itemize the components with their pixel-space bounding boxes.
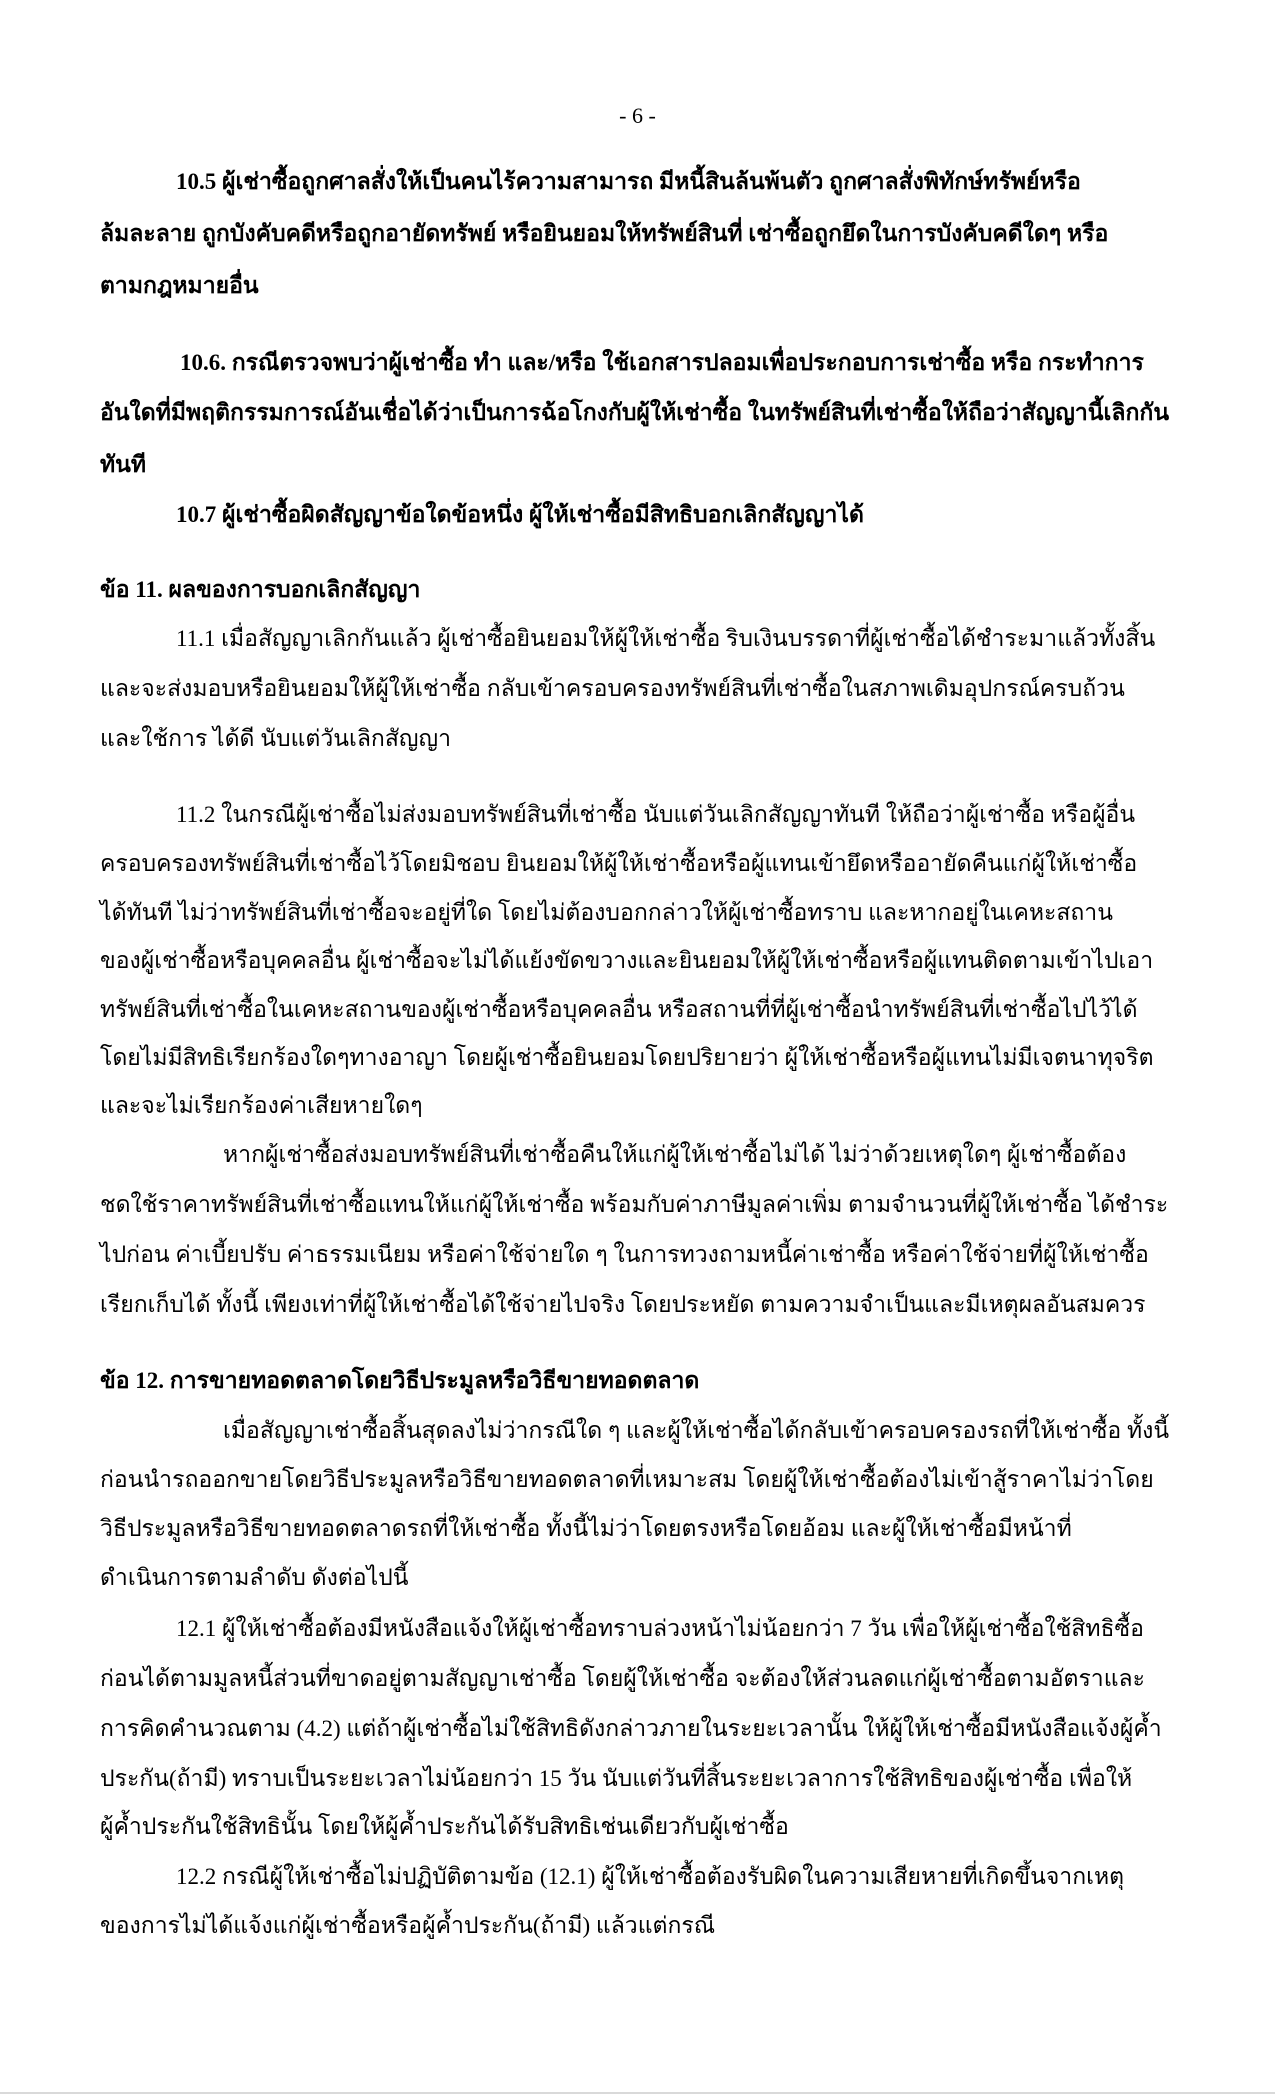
clause-11-2-line-7: และจะไม่เรียกร้องค่าเสียหายใดๆ — [100, 1093, 423, 1118]
clause-12-heading: ข้อ 12. การขายทอดตลาดโดยวิธีประมูลหรือวิธีขายทอดตลาด — [100, 1368, 700, 1393]
clause-12-intro-line-1: เมื่อสัญญาเช่าซื้อสิ้นสุดลงไม่ว่ากรณีใด ๆ และผู้ให้เช่าซื้อได้กลับเข้าครอบครองรถที่ให้เช่าซื้อ ทั้งนี้ — [223, 1418, 1170, 1443]
clause-10-6-line-2: อันใดที่มีพฤติกรรมการณ์อันเชื่อได้ว่าเป็นการฉ้อโกงกับผู้ให้เช่าซื้อ ในทรัพย์สินที่เช่าซื้อให้ถือว่าสัญญานี้เลิกกัน — [100, 400, 1170, 425]
clause-11-heading: ข้อ 11. ผลของการบอกเลิกสัญญา — [100, 577, 421, 602]
clause-11-2-line-2: ครอบครองทรัพย์สินที่เช่าซื้อไว้โดยมิชอบ ยินยอมให้ผู้ให้เช่าซื้อหรือผู้แทนเข้ายึดหรืออายัดคืนแก่ผู้ให้เช่าซื้อ — [100, 851, 1138, 876]
clause-11-2-para2-line-2: ชดใช้ราคาทรัพย์สินที่เช่าซื้อแทนให้แก่ผู้ให้เช่าซื้อ พร้อมกับค่าภาษีมูลค่าเพิ่ม ตามจำนวนที่ผู้ให้เช่าซื้อ ได้ชำระ — [100, 1192, 1169, 1217]
clause-11-2-line-1: 11.2 ในกรณีผู้เช่าซื้อไม่ส่งมอบทรัพย์สินที่เช่าซื้อ นับแต่วันเลิกสัญญาทันที ให้ถือว่าผู้เช่าซื้อ หรือผู้อื่น — [176, 802, 1136, 827]
clause-10-6-line-1: 10.6. กรณีตรวจพบว่าผู้เช่าซื้อ ทำ และ/หรือ ใช้เอกสารปลอมเพื่อประกอบการเช่าซื้อ หรือ กระทำการ — [180, 350, 1144, 375]
clause-11-1-line-2: และจะส่งมอบหรือยินยอมให้ผู้ให้เช่าซื้อ กลับเข้าครอบครองทรัพย์สินที่เช่าซื้อในสภาพเดิมอุปกรณ์ครบถ้วน — [100, 676, 1125, 701]
clause-10-5-line-2: ล้มละลาย ถูกบังคับคดีหรือถูกอายัดทรัพย์ หรือยินยอมให้ทรัพย์สินที่ เช่าซื้อถูกยึดในการบังคับคดีใดๆ หรือ — [100, 221, 1109, 246]
page-number: - 6 - — [619, 103, 656, 128]
scan-edge-line — [0, 2092, 1275, 2094]
clause-11-2-line-5: ทรัพย์สินที่เช่าซื้อในเคหะสถานของผู้เช่าซื้อหรือบุคคลอื่น หรือสถานที่ที่ผู้เช่าซื้อนำทรัพย์สินที่เช่าซื้อไปไว้ได้ — [100, 997, 1138, 1022]
clause-10-5-line-1: 10.5 ผู้เช่าซื้อถูกศาลสั่งให้เป็นคนไร้ความสามารถ มีหนี้สินล้นพ้นตัว ถูกศาลสั่งพิทักษ์ทรัพย์หรือ — [176, 169, 1081, 194]
clause-12-2-line-2: ของการไม่ได้แจ้งแก่ผู้เช่าซื้อหรือผู้ค้ำประกัน(ถ้ามี) แล้วแต่กรณี — [100, 1913, 716, 1938]
clause-12-1-line-1: 12.1 ผู้ให้เช่าซื้อต้องมีหนังสือแจ้งให้ผู้เช่าซื้อทราบล่วงหน้าไม่น้อยกว่า 7 วัน เพื่อให้ผู้เช่าซื้อใช้สิทธิซื้อ — [176, 1616, 1144, 1641]
clause-11-2-para2-line-1: หากผู้เช่าซื้อส่งมอบทรัพย์สินที่เช่าซื้อคืนให้แก่ผู้ให้เช่าซื้อไม่ได้ ไม่ว่าด้วยเหตุใดๆ ผู้เช่าซื้อต้อง — [223, 1142, 1127, 1167]
clause-12-1-line-4: ประกัน(ถ้ามี) ทราบเป็นระยะเวลาไม่น้อยกว่า 15 วัน นับแต่วันที่สิ้นระยะเวลาการใช้สิทธิของผู้เช่าซื้อ เพื่อให้ — [100, 1766, 1133, 1791]
clause-10-7: 10.7 ผู้เช่าซื้อผิดสัญญาข้อใดข้อหนึ่ง ผู้ให้เช่าซื้อมีสิทธิบอกเลิกสัญญาได้ — [176, 502, 864, 527]
clause-11-1-line-3: และใช้การ ได้ดี นับแต่วันเลิกสัญญา — [100, 726, 451, 751]
clause-12-1-line-3: การคิดคำนวณตาม (4.2) แต่ถ้าผู้เช่าซื้อไม่ใช้สิทธิดังกล่าวภายในระยะเวลานั้น ให้ผู้ให้เช่าซื้อมีหนังสือแจ้งผู้ค้ำ — [100, 1716, 1162, 1741]
clause-12-1-line-5: ผู้ค้ำประกันใช้สิทธินั้น โดยให้ผู้ค้ำประกันได้รับสิทธิเช่นเดียวกับผู้เช่าซื้อ — [100, 1814, 789, 1839]
clause-11-2-para2-line-4: เรียกเก็บได้ ทั้งนี้ เพียงเท่าที่ผู้ให้เช่าซื้อได้ใช้จ่ายไปจริง โดยประหยัด ตามความจำเป็นและมีเหตุผลอันสมควร — [100, 1292, 1146, 1317]
clause-11-2-line-6: โดยไม่มีสิทธิเรียกร้องใดๆทางอาญา โดยผู้เช่าซื้อยินยอมโดยปริยายว่า ผู้ให้เช่าซื้อหรือผู้แทนไม่มีเจตนาทุจริต — [100, 1045, 1154, 1070]
clause-10-6-line-3: ทันที — [100, 452, 147, 477]
clause-11-2-line-4: ของผู้เช่าซื้อหรือบุคคลอื่น ผู้เช่าซื้อจะไม่ได้แย้งขัดขวางและยินยอมให้ผู้ให้เช่าซื้อหรือผู้แทนติดตามเข้าไปเอา — [100, 948, 1154, 973]
clause-12-intro-line-2: ก่อนนำรถออกขายโดยวิธีประมูลหรือวิธีขายทอดตลาดที่เหมาะสม โดยผู้ให้เช่าซื้อต้องไม่เข้าสู้ราคาไม่ว่าโดย — [100, 1467, 1154, 1492]
clause-12-intro-line-3: วิธีประมูลหรือวิธีขายทอดตลาดรถที่ให้เช่าซื้อ ทั้งนี้ไม่ว่าโดยตรงหรือโดยอ้อม และผู้ให้เช่าซื้อมีหน้าที่ — [100, 1516, 1072, 1541]
clause-11-1-line-1: 11.1 เมื่อสัญญาเลิกกันแล้ว ผู้เช่าซื้อยินยอมให้ผู้ให้เช่าซื้อ ริบเงินบรรดาที่ผู้เช่าซื้อได้ชำระมาแล้วทั้งสิ้น — [176, 626, 1156, 651]
clause-11-2-line-3: ได้ทันที ไม่ว่าทรัพย์สินที่เช่าซื้อจะอยู่ที่ใด โดยไม่ต้องบอกกล่าวให้ผู้เช่าซื้อทราบ และหากอยู่ในเคหะสถาน — [100, 900, 1113, 925]
clause-12-intro-line-4: ดำเนินการตามลำดับ ดังต่อไปนี้ — [100, 1565, 409, 1590]
clause-12-1-line-2: ก่อนได้ตามมูลหนี้ส่วนที่ขาดอยู่ตามสัญญาเช่าซื้อ โดยผู้ให้เช่าซื้อ จะต้องให้ส่วนลดแก่ผู้เช่าซื้อตามอัตราและ — [100, 1666, 1145, 1691]
clause-11-2-para2-line-3: ไปก่อน ค่าเบี้ยปรับ ค่าธรรมเนียม หรือค่าใช้จ่ายใด ๆ ในการทวงถามหนี้ค่าเช่าซื้อ หรือค่าใช้จ่ายที่ผู้ให้เช่าซื้อ — [100, 1242, 1149, 1267]
clause-12-2-line-1: 12.2 กรณีผู้ให้เช่าซื้อไม่ปฏิบัติตามข้อ (12.1) ผู้ให้เช่าซื้อต้องรับผิดในความเสียหายที่เกิดขึ้นจากเหตุ — [176, 1864, 1125, 1889]
clause-10-5-line-3: ตามกฎหมายอื่น — [100, 273, 259, 298]
